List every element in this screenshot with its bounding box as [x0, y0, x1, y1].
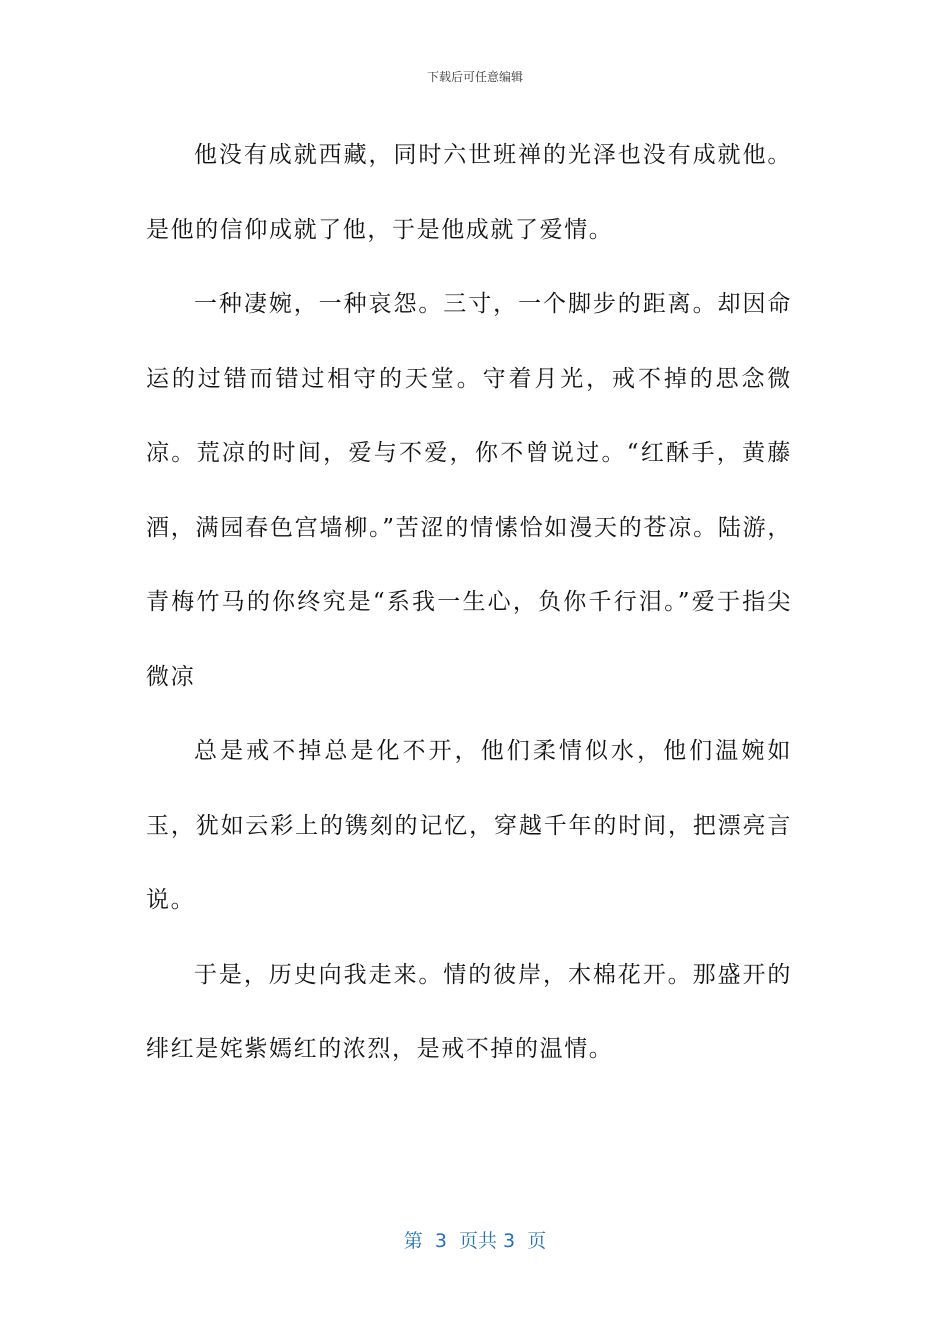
- header-note: 下载后可任意编辑: [426, 70, 523, 84]
- page-number: 第 3 页共 3 页: [403, 1230, 547, 1252]
- document-body: [146, 118, 792, 1087]
- paragraph: 总是戒不掉总是化不开，他们柔情似水，他们温婉如玉，犹如云彩上的镌刻的记忆，穿越千年的时间，把漂亮言说。: [146, 738, 792, 913]
- paragraph: 于是，历史向我走来。情的彼岸，木棉花开。那盛开的绯红是姹紫嫣红的浓烈，是戒不掉的温情。: [146, 961, 792, 1062]
- paragraph: 一种凄婉，一种哀怨。三寸，一个脚步的距离。却因命运的过错而错过相守的天堂。守着月光，戒不掉的思念微凉。荒凉的时间，爱与不爱，你不曾说过。“红酥手，黄藤酒，满园春色宫墙柳。”苦涩的情愫恰如漫天的苍凉。陆游，青梅竹马的你终究是“系我一生心，负你千行泪。”爱于指尖微凉: [146, 291, 792, 690]
- paragraph: 他没有成就西藏，同时六世班禅的光泽也没有成就他。是他的信仰成就了他，于是他成就了爱情。: [146, 142, 792, 243]
